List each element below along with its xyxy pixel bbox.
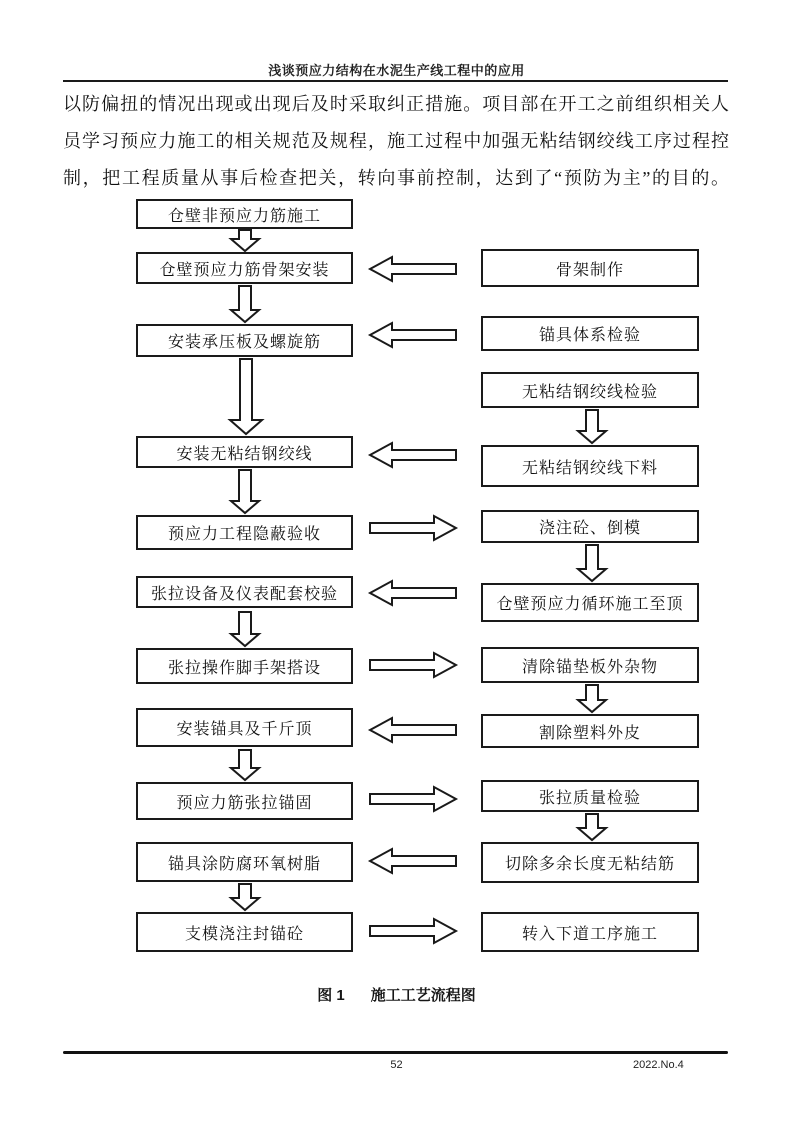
- issue-number: 2022.No.4: [633, 1059, 684, 1071]
- flow-box-left-5: 预应力工程隐蔽验收: [136, 515, 353, 550]
- arrow-left-icon: [370, 718, 456, 742]
- flow-box-right-5: 浇注砼、倒模: [481, 510, 699, 543]
- arrow-right-icon: [370, 787, 456, 811]
- arrow-down-icon: [231, 286, 259, 322]
- arrow-right-icon: [370, 919, 456, 943]
- flow-box-right-1: 骨架制作: [481, 249, 699, 287]
- arrow-down-icon: [578, 685, 606, 712]
- flow-box-right-11: 转入下道工序施工: [481, 912, 699, 952]
- arrow-down-icon: [578, 814, 606, 840]
- arrow-down-icon: [231, 470, 259, 513]
- flow-box-left-11: 支模浇注封锚砼: [136, 912, 353, 952]
- arrow-down-icon: [230, 359, 262, 434]
- flow-box-left-2: 仓壁预应力筋骨架安装: [136, 252, 353, 284]
- arrow-right-icon: [370, 516, 456, 540]
- arrow-left-icon: [370, 849, 456, 873]
- flow-box-left-3: 安装承压板及螺旋筋: [136, 324, 353, 357]
- flow-box-left-4: 安装无粘结钢绞线: [136, 436, 353, 468]
- paragraph-line: 以防偏扭的情况出现或出现后及时采取纠正措施。项目部在开工之前组织相关人: [63, 94, 729, 114]
- arrow-down-icon: [231, 230, 259, 251]
- header-rule: [63, 80, 728, 82]
- flow-box-right-6: 仓壁预应力循环施工至顶: [481, 583, 699, 622]
- arrow-down-icon: [231, 612, 259, 646]
- flow-box-right-4: 无粘结钢绞线下料: [481, 445, 699, 487]
- flow-box-right-2: 锚具体系检验: [481, 316, 699, 351]
- figure-number: 图 1: [317, 987, 345, 1004]
- arrow-left-icon: [370, 443, 456, 467]
- flow-box-right-9: 张拉质量检验: [481, 780, 699, 812]
- flow-box-right-3: 无粘结钢绞线检验: [481, 372, 699, 408]
- arrow-down-icon: [578, 410, 606, 443]
- page-number: 52: [390, 1059, 403, 1071]
- flow-box-left-7: 张拉操作脚手架搭设: [136, 648, 353, 684]
- flow-box-left-1: 仓壁非预应力筋施工: [136, 199, 353, 229]
- running-head-title: 浅谈预应力结构在水泥生产线工程中的应用: [268, 63, 525, 78]
- flow-box-left-9: 预应力筋张拉锚固: [136, 782, 353, 820]
- arrow-down-icon: [578, 545, 606, 581]
- arrow-down-icon: [231, 884, 259, 910]
- arrow-down-icon: [231, 750, 259, 780]
- flow-box-left-6: 张拉设备及仪表配套校验: [136, 576, 353, 608]
- body-paragraph: [63, 86, 729, 197]
- flow-box-right-7: 清除锚垫板外杂物: [481, 647, 699, 683]
- footer-rule: [63, 1051, 728, 1054]
- arrow-left-icon: [370, 323, 456, 347]
- paragraph-line: 员学习预应力施工的相关规范及规程，施工过程中加强无粘结钢绞线工序过程控: [63, 131, 729, 151]
- paragraph-line: 制，把工程质量从事后检查把关，转向事前控制，达到了“预防为主”的目的。: [63, 168, 729, 188]
- flow-box-left-8: 安装锚具及千斤顶: [136, 708, 353, 747]
- flow-box-right-10: 切除多余长度无粘结筋: [481, 842, 699, 883]
- arrow-left-icon: [370, 257, 456, 281]
- arrow-right-icon: [370, 653, 456, 677]
- figure-title: 施工工艺流程图: [370, 987, 476, 1004]
- arrow-left-icon: [370, 581, 456, 605]
- figure-caption: [0, 984, 793, 1005]
- flow-box-right-8: 割除塑料外皮: [481, 714, 699, 748]
- flow-box-left-10: 锚具涂防腐环氧树脂: [136, 842, 353, 882]
